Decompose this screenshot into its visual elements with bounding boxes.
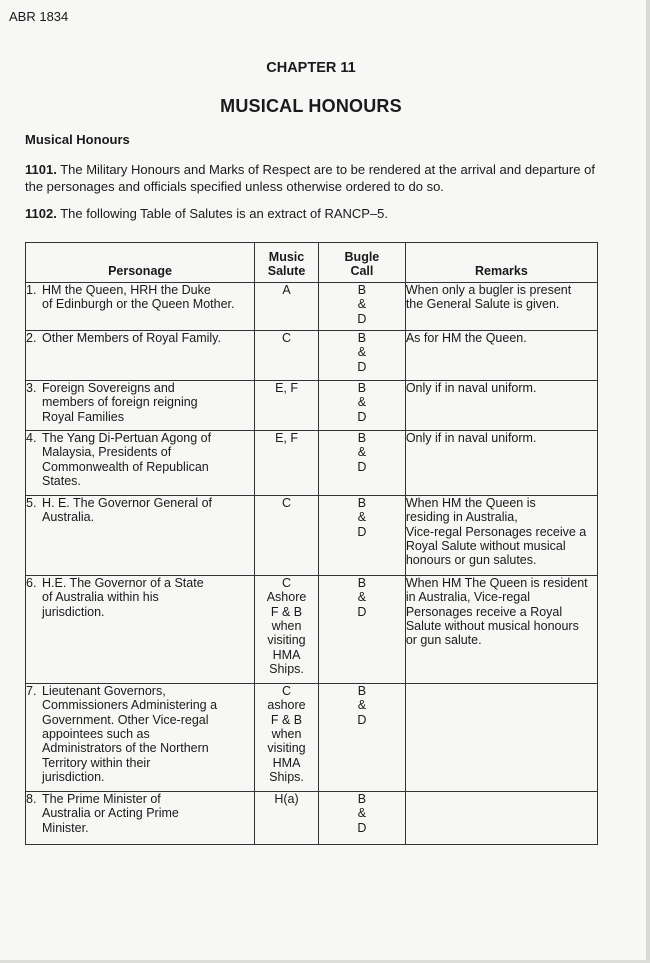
personage-text — [42, 431, 254, 489]
column-header-bugle-call: Bugle Call — [318, 243, 405, 283]
cell-remarks — [405, 683, 597, 791]
paragraph-number: 1101. — [25, 162, 57, 177]
row-number: 8. — [26, 791, 37, 806]
cell-remarks — [405, 495, 597, 575]
cell-music-salute — [255, 495, 319, 575]
personage-line: Administrators of the Northern — [42, 741, 209, 756]
cell-music-salute — [255, 575, 319, 683]
paragraph-number: 1102. — [25, 206, 57, 221]
cell-music-salute — [255, 330, 319, 380]
cell-remarks-line: When HM The Queen is resident — [405, 575, 588, 590]
cell-bugle-call-line: D — [357, 604, 367, 619]
cell-remarks — [405, 380, 597, 430]
paragraph-text: The following Table of Salutes is an extract of RANCP–5. — [56, 206, 389, 221]
cell-bugle-call-line: B — [357, 575, 367, 590]
cell-bugle-call-line: B — [357, 495, 367, 510]
cell-bugle-call-line: & — [357, 590, 367, 605]
row-number: 3. — [26, 380, 37, 395]
personage-line: H. E. The Governor General of — [42, 495, 212, 510]
personage-text — [42, 792, 254, 835]
cell-remarks-line: When HM the Queen is — [405, 495, 536, 510]
row-number: 6. — [26, 575, 37, 590]
personage-line: Territory within their — [42, 755, 151, 770]
column-header-personage: Personage — [26, 243, 255, 283]
cell-music-salute-line: H(a) — [274, 791, 299, 806]
cell-remarks-line: Salute without musical honours — [405, 619, 579, 634]
cell-music-salute-line: C — [282, 495, 292, 510]
table-row — [26, 575, 598, 683]
cell-bugle-call-line: B — [357, 330, 367, 345]
cell-remarks-line: the General Salute is given. — [405, 297, 560, 312]
personage-text — [42, 331, 254, 345]
table-of-salutes — [25, 242, 598, 845]
personage-text — [42, 684, 254, 785]
cell-remarks-line: residing in Australia, — [405, 510, 518, 525]
personage-line: appointees such as — [42, 727, 150, 742]
cell-music-salute-line: ashore — [267, 698, 306, 713]
personage-line: The Prime Minister of — [42, 791, 161, 806]
personage-line: of Edinburgh or the Queen Mother. — [42, 297, 235, 312]
personage-line: Other Members of Royal Family. — [42, 330, 221, 345]
row-number: 1. — [26, 282, 37, 297]
personage-text — [42, 576, 254, 619]
personage-line: The Yang Di-Pertuan Agong of — [42, 430, 212, 445]
cell-bugle-call — [318, 330, 405, 380]
cell-personage — [26, 683, 255, 791]
cell-remarks-line: or gun salute. — [405, 633, 482, 648]
personage-text — [42, 283, 254, 312]
chapter-label: CHAPTER 11 — [266, 60, 356, 76]
cell-music-salute — [255, 380, 319, 430]
cell-bugle-call-line: D — [357, 524, 367, 539]
cell-bugle-call-line: D — [357, 311, 367, 326]
cell-remarks — [405, 282, 597, 330]
cell-bugle-call-line: & — [357, 395, 367, 410]
cell-music-salute-line: visiting — [267, 633, 306, 648]
cell-remarks-line: Personages receive a Royal — [405, 604, 563, 619]
cell-bugle-call-line: B — [357, 282, 367, 297]
personage-line: Royal Families — [42, 409, 124, 424]
personage-line: H.E. The Governor of a State — [42, 575, 204, 590]
personage-line: Minister. — [42, 820, 89, 835]
cell-music-salute-line: F & B — [270, 712, 303, 727]
cell-remarks — [405, 430, 597, 495]
cell-personage — [26, 330, 255, 380]
cell-music-salute-line: visiting — [267, 741, 306, 756]
cell-personage — [26, 380, 255, 430]
personage-line: jurisdiction. — [42, 604, 105, 619]
cell-music-salute-line: E, F — [275, 430, 298, 445]
cell-bugle-call-line: & — [357, 510, 367, 525]
personage-text — [42, 496, 254, 525]
cell-music-salute-line: C — [282, 330, 292, 345]
cell-music-salute-line: F & B — [270, 604, 303, 619]
table-row — [26, 330, 598, 380]
table-header-row — [26, 243, 598, 283]
cell-bugle-call — [318, 282, 405, 330]
cell-bugle-call — [318, 683, 405, 791]
paragraph-1101 — [25, 161, 600, 195]
cell-remarks — [405, 330, 597, 380]
row-number: 7. — [26, 683, 37, 698]
cell-music-salute-line: when — [271, 727, 302, 742]
cell-bugle-call-line: D — [357, 359, 367, 374]
cell-music-salute-line: Ships. — [269, 770, 304, 785]
cell-music-salute-line: HMA — [272, 755, 301, 770]
cell-music-salute-line: Ships. — [269, 662, 304, 677]
cell-bugle-call-line: & — [357, 806, 367, 821]
personage-line: States. — [42, 474, 81, 489]
cell-remarks — [405, 575, 597, 683]
section-heading: Musical Honours — [25, 132, 130, 147]
cell-bugle-call-line: D — [357, 459, 367, 474]
table-body — [26, 282, 598, 844]
personage-line: Lieutenant Governors, — [42, 683, 166, 698]
cell-music-salute-line: HMA — [272, 647, 301, 662]
cell-bugle-call-line: & — [357, 698, 367, 713]
cell-remarks-line: in Australia, Vice-regal — [405, 590, 530, 605]
personage-line: HM the Queen, HRH the Duke — [42, 282, 211, 297]
cell-remarks-line: As for HM the Queen. — [405, 330, 527, 345]
cell-bugle-call-line: D — [357, 820, 367, 835]
personage-line: Australia. — [42, 510, 95, 525]
table-row — [26, 430, 598, 495]
paragraph-1102 — [25, 205, 600, 222]
cell-bugle-call-line: D — [357, 409, 367, 424]
table-row — [26, 380, 598, 430]
cell-bugle-call — [318, 380, 405, 430]
cell-remarks-line: Vice-regal Personages receive a — [405, 524, 587, 539]
cell-bugle-call-line: D — [357, 712, 367, 727]
row-number: 5. — [26, 495, 37, 510]
personage-line: Government. Other Vice-regal — [42, 712, 209, 727]
cell-bugle-call — [318, 791, 405, 844]
cell-bugle-call — [318, 575, 405, 683]
cell-bugle-call-line: B — [357, 430, 367, 445]
table-row — [26, 683, 598, 791]
cell-remarks-line: honours or gun salutes. — [405, 553, 537, 568]
personage-text — [42, 381, 254, 424]
page-title: MUSICAL HONOURS — [220, 96, 402, 116]
cell-music-salute — [255, 683, 319, 791]
paragraph-text: The Military Honours and Marks of Respect are to be rendered at the arrival and departure of the personages and officials specified unless otherwise ordered to do so. — [25, 162, 595, 194]
cell-bugle-call-line: & — [357, 445, 367, 460]
cell-personage — [26, 791, 255, 844]
cell-remarks-line: Only if in naval uniform. — [405, 380, 537, 395]
cell-music-salute-line: E, F — [275, 380, 298, 395]
cell-personage — [26, 282, 255, 330]
cell-bugle-call-line: B — [357, 380, 367, 395]
cell-remarks-line: Only if in naval uniform. — [405, 430, 537, 445]
cell-bugle-call-line: B — [357, 791, 367, 806]
cell-personage — [26, 575, 255, 683]
personage-line: Commonwealth of Republican — [42, 459, 209, 474]
cell-remarks-line: Royal Salute without musical — [405, 539, 566, 554]
table-row — [26, 791, 598, 844]
personage-line: Australia or Acting Prime — [42, 806, 179, 821]
table-row — [26, 495, 598, 575]
cell-music-salute-line: when — [271, 619, 302, 634]
cell-bugle-call-line: & — [357, 345, 367, 360]
personage-line: Commissioners Administering a — [42, 698, 218, 713]
column-header-music-salute: Music Salute — [255, 243, 319, 283]
cell-music-salute-line: C — [282, 683, 292, 698]
cell-music-salute — [255, 791, 319, 844]
document-reference: ABR 1834 — [9, 9, 69, 24]
personage-line: members of foreign reigning — [42, 395, 198, 410]
table-row — [26, 282, 598, 330]
cell-bugle-call — [318, 430, 405, 495]
cell-music-salute — [255, 430, 319, 495]
cell-music-salute-line: Ashore — [266, 590, 307, 605]
personage-line: jurisdiction. — [42, 770, 105, 785]
personage-line: of Australia within his — [42, 590, 159, 605]
personage-line: Foreign Sovereigns and — [42, 380, 175, 395]
personage-line: Malaysia, Presidents of — [42, 445, 172, 460]
column-header-remarks: Remarks — [405, 243, 597, 283]
cell-personage — [26, 430, 255, 495]
cell-remarks-line: When only a bugler is present — [405, 282, 572, 297]
cell-music-salute-line: A — [282, 282, 291, 297]
page-edge-shadow — [646, 0, 650, 963]
cell-music-salute-line: C — [282, 575, 292, 590]
row-number: 4. — [26, 430, 37, 445]
cell-music-salute — [255, 282, 319, 330]
cell-bugle-call-line: B — [357, 683, 367, 698]
cell-remarks — [405, 791, 597, 844]
cell-bugle-call-line: & — [357, 297, 367, 312]
cell-bugle-call — [318, 495, 405, 575]
cell-personage — [26, 495, 255, 575]
row-number: 2. — [26, 330, 37, 345]
